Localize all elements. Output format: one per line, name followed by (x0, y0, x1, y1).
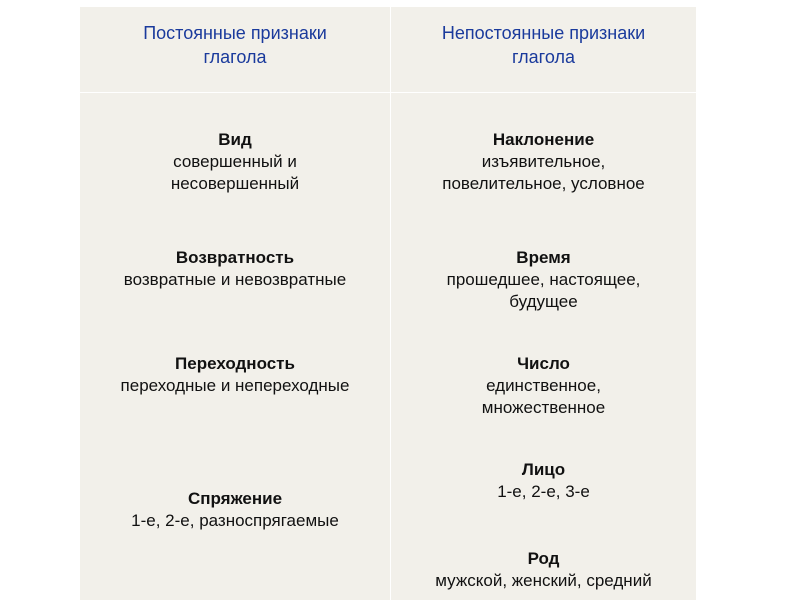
term-label: Лицо (521, 460, 566, 479)
right-item-litso (391, 459, 696, 503)
left-item-perehodnost (80, 353, 390, 397)
left-item-vid (80, 129, 390, 195)
desc-label: мужской, женский, средний (435, 571, 652, 590)
term-label: Возвратность (175, 248, 295, 267)
right-item-chislo (391, 353, 696, 419)
term-label: Время (516, 248, 571, 267)
left-item-spryazhenie (80, 488, 390, 532)
right-item-naklonenie (391, 129, 696, 195)
verb-features-table (80, 7, 696, 600)
header-divider (80, 92, 696, 93)
right-item-rod (391, 548, 696, 592)
left-item-vozvratnost (80, 247, 390, 291)
desc-label: 1-е, 2-е, 3-е (497, 482, 590, 501)
desc-label: прошедшее, настоящее, будущее (446, 270, 641, 311)
desc-label: изъявительное, повелительное, условное (442, 152, 645, 193)
desc-label: совершенный и несовершенный (170, 152, 300, 193)
term-label: Наклонение (492, 130, 595, 149)
desc-label: единственное, множественное (481, 376, 606, 417)
term-label: Спряжение (187, 489, 283, 508)
desc-label: переходные и непереходные (120, 376, 350, 395)
term-label: Переходность (175, 354, 295, 373)
header-nonpermanent-features: Непостоянные признаки глагола (441, 23, 646, 67)
header-permanent-features: Постоянные признаки глагола (143, 23, 327, 67)
desc-label: 1-е, 2-е, разноспрягаемые (131, 511, 339, 530)
desc-label: возвратные и невозвратные (123, 270, 347, 289)
right-item-vremya (391, 247, 696, 313)
term-label: Вид (218, 130, 252, 149)
term-label: Число (517, 354, 570, 373)
term-label: Род (527, 549, 560, 568)
